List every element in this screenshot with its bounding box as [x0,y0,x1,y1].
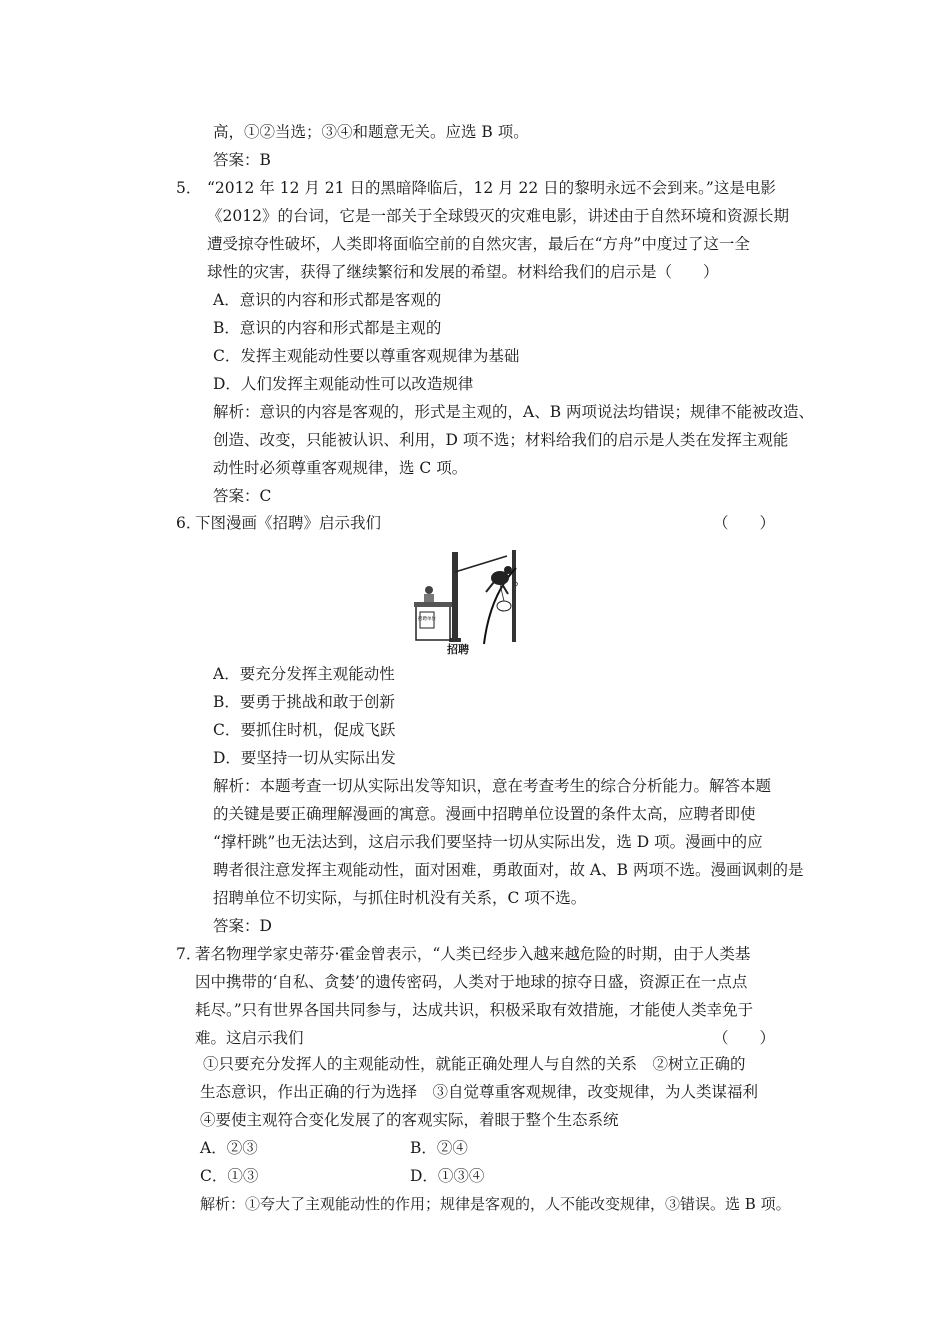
question-7-line-1: 著名物理学家史蒂芬·霍金曾表示，“人类已经步入越来越危险的时期，由于人类基 [195,945,751,963]
question-5-number: 5． [176,179,202,197]
question-6-option-c: C．要抓住时机，促成飞跃 [213,721,396,739]
question-5-option-a: A．意识的内容和形式都是客观的 [213,291,442,309]
question-6-number: 6． [176,514,202,532]
question-7-line-3: 耗尽。”只有世界各国共同参与，达成共识，积极采取有效措施，才能使人类幸免于 [195,1001,754,1019]
question-7-option-a: A．②③ [200,1139,258,1157]
question-5-answer: 答案：C [213,487,272,505]
question-5-line-2: 《2012》的台词，它是一部关于全球毁灭的灾难电影，讲述由于自然环境和资源长期 [207,207,789,225]
question-6-answer-paren: （ ） [713,514,776,532]
question-5-option-b: B．意识的内容和形式都是主观的 [213,319,442,337]
desk-sign: 招聘单位 [418,617,436,622]
question-5-line-4: 球性的灾害，获得了继续繁衍和发展的希望。材料给我们的启示是（ ） [207,263,719,281]
question-7-answer-paren: （ ） [713,1029,776,1047]
question-5-analysis-3: 动性时必须尊重客观规律，选 C 项。 [213,459,468,477]
question-6-stem: 下图漫画《招聘》启示我们 [195,514,382,532]
prev-answer: 答案：B [213,151,271,169]
question-5-line-1: “2012 年 12 月 21 日的黑暗降临后，12 月 22 日的黎明永远不会到来。”这是电影 [207,179,776,197]
question-7-number: 7． [176,945,202,963]
question-6-analysis-5: 招聘单位不切实际，与抓住时机没有关系，C 项不选。 [213,889,587,907]
question-5-analysis-1: 解析：意识的内容是客观的，形式是主观的，A、B 两项说法均错误；规律不能被改造、 [213,403,815,421]
question-6-answer: 答案：D [213,917,272,935]
question-5-analysis-2: 创造、改变，只能被认识、利用，D 项不选；材料给我们的启示是人类在发挥主观能 [213,431,789,449]
question-7-analysis: 解析：①夸大了主观能动性的作用；规律是客观的，人不能改变规律，③错误。选 B 项。 [200,1195,791,1213]
question-6-analysis-3: “撑杆跳”也无法达到，这启示我们要坚持一切从实际出发，选 D 项。漫画中的应 [213,833,763,851]
question-6-analysis-1: 解析：本题考查一切从实际出发等知识，意在考查考生的综合分析能力。解答本题 [213,777,772,795]
question-5-option-d: D．人们发挥主观能动性可以改造规律 [213,375,474,393]
cartoon-caption: 招聘 [447,643,469,656]
prev-analysis-end: 高，①②当选；③④和题意无关。应选 B 项。 [213,123,529,141]
question-7-line-4: 难。这启示我们 [195,1029,304,1047]
question-7-item-line-3: ④要使主观符合变化发展了的客观实际，着眼于整个生态系统 [200,1111,619,1129]
question-6-option-a: A．要充分发挥主观能动性 [213,665,395,683]
question-7-line-2: 因中携带的‘自私、贪婪’的遗传密码，人类对于地球的掠夺日盛，资源正在一点点 [195,973,748,991]
question-7-item-line-2: 生态意识，作出正确的行为选择 ③自觉尊重客观规律，改变规律，为人类谋福利 [200,1083,759,1101]
question-6-option-d: D．要坚持一切从实际出发 [213,749,396,767]
question-7-item-line-1: ①只要充分发挥人的主观能动性，就能正确处理人与自然的关系 ②树立正确的 [203,1055,746,1073]
question-6-analysis-2: 的关键是要正确理解漫画的寓意。漫画中招聘单位设置的条件太高，应聘者即使 [213,805,756,823]
question-7-option-d: D．①③④ [410,1167,485,1185]
question-6-option-b: B．要勇于挑战和敢于创新 [213,693,395,711]
question-5-option-c: C．发挥主观能动性要以尊重客观规律为基础 [213,347,520,365]
question-6-analysis-4: 聘者很注意发挥主观能动性，面对困难，勇敢面对，故 A、B 两项不选。漫画讽刺的是 [213,861,804,879]
question-5-line-3: 遭受掠夺性破坏，人类即将面临空前的自然灾害，最后在“方舟”中度过了这一全 [207,235,750,253]
question-7-option-b: B．②④ [410,1139,468,1157]
question-7-option-c: C．①③ [200,1167,259,1185]
